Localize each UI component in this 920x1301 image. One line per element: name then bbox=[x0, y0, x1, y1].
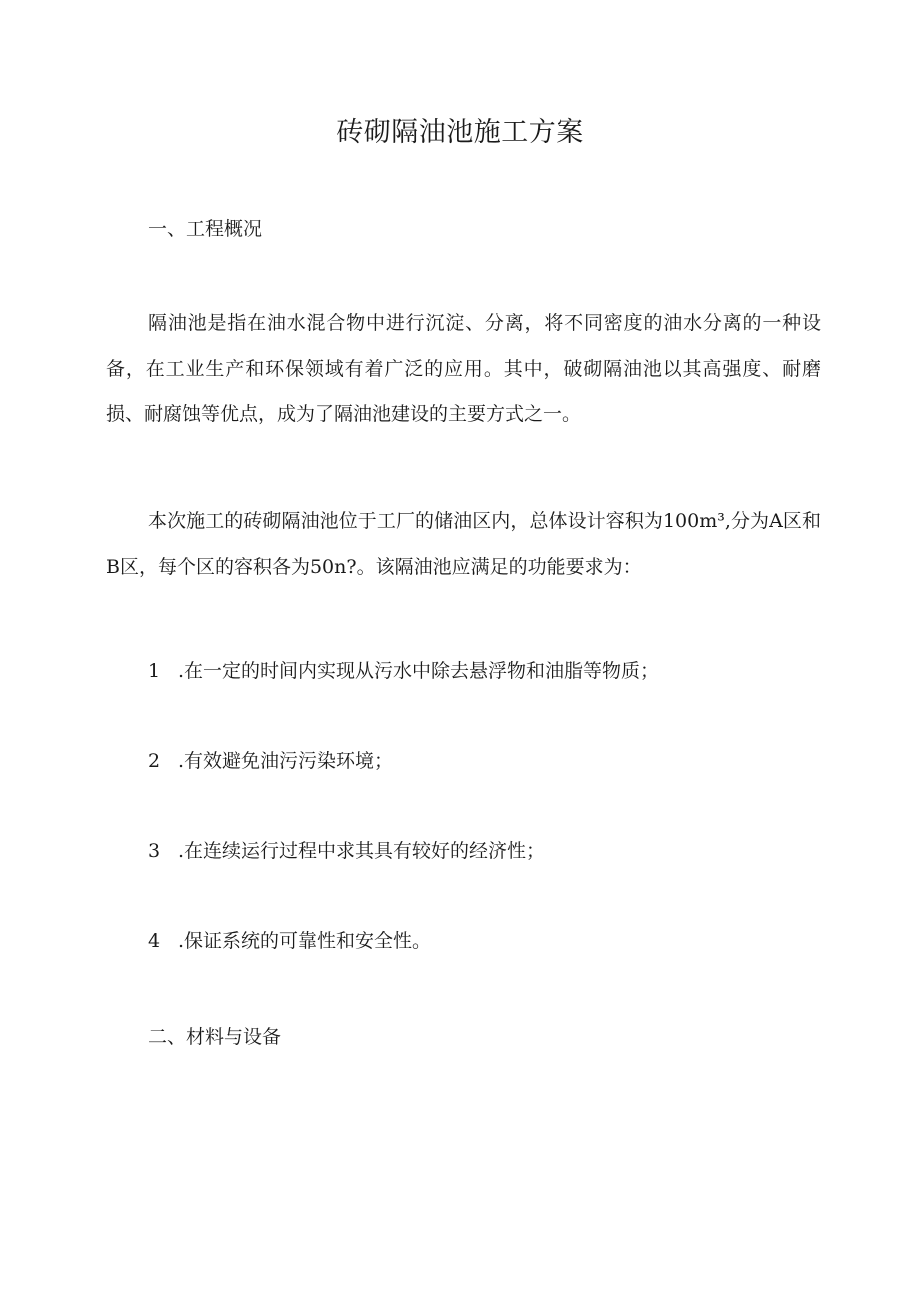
paragraph-project: 本次施工的砖砌隔油池位于工厂的储油区内，总体设计容积为100m³,分为A区和B区，每个区的容积各为50n?。该隔油池应满足的功能要求为： bbox=[106, 510, 821, 578]
list-item-number: 1 bbox=[148, 660, 161, 682]
list-item bbox=[148, 746, 393, 776]
list-item-text: .在一定的时间内实现从污水中除去悬浮物和油脂等物质； bbox=[178, 660, 660, 682]
list-item-text: .保证系统的可靠性和安全性。 bbox=[178, 930, 432, 952]
list-item-number: 3 bbox=[148, 840, 161, 862]
list-item bbox=[148, 656, 659, 686]
list-item-number: 4 bbox=[148, 930, 161, 952]
list-item-number: 2 bbox=[148, 750, 161, 772]
document-title: 砖砌隔油池施工方案 bbox=[336, 117, 584, 148]
section-heading-materials: 二、材料与设备 bbox=[148, 1026, 282, 1048]
list-item bbox=[148, 836, 545, 866]
list-item-text: .在连续运行过程中求其具有较好的经济性； bbox=[178, 840, 546, 862]
paragraph-intro: 隔油池是指在油水混合物中进行沉淀、分离，将不同密度的油水分离的一种设备，在工业生产和环保领域有着广泛的应用。其中，破砌隔油池以其高强度、耐磨损、耐腐蚀等优点，成为了隔油池建设的主要方式之一。 bbox=[106, 312, 821, 425]
list-item-text: .有效避免油污污染环境； bbox=[178, 750, 394, 772]
list-item bbox=[148, 926, 431, 956]
section-heading-overview: 一、工程概况 bbox=[148, 218, 263, 240]
